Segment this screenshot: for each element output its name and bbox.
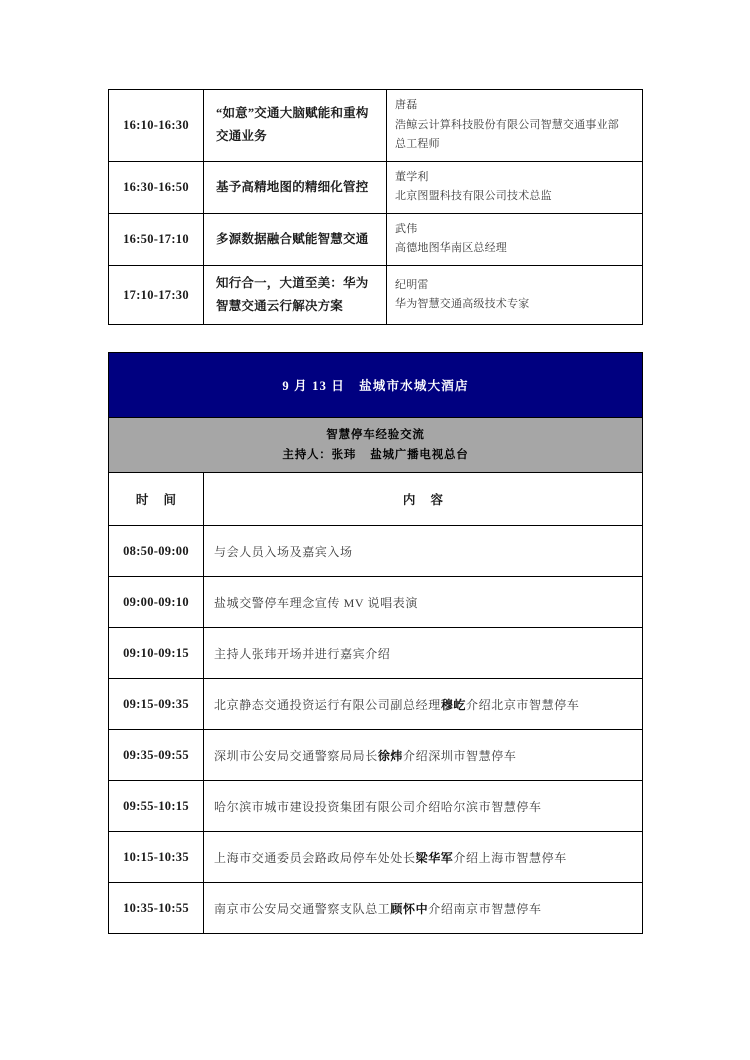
session-time: 17:10-17:30 xyxy=(109,266,204,325)
session-time: 10:35-10:55 xyxy=(109,883,204,934)
content-highlight: 穆屹 xyxy=(440,697,467,712)
table-row xyxy=(109,679,643,730)
session-content xyxy=(204,526,643,577)
session-host-line xyxy=(109,445,642,465)
session-time: 10:15-10:35 xyxy=(109,832,204,883)
content-after: 介绍北京市智慧停车 xyxy=(466,697,580,712)
content-highlight: 顾怀中 xyxy=(390,901,429,916)
content-after: 介绍深圳市智慧停车 xyxy=(403,748,517,763)
session-time: 09:15-09:35 xyxy=(109,679,204,730)
table-row xyxy=(109,90,643,162)
session-time: 09:35-09:55 xyxy=(109,730,204,781)
table-banner-row xyxy=(109,353,643,418)
host-label: 主持人：张玮 xyxy=(282,449,357,461)
date-venue-banner xyxy=(109,353,643,418)
table-subheader-row xyxy=(109,418,643,473)
speaker-name: 纪明雷 xyxy=(395,278,429,291)
content-before: 上海市交通委员会路政局停车处处长 xyxy=(214,850,416,865)
content-before: 盐城交警停车理念宣传 MV 说唱表演 xyxy=(214,595,418,610)
session-time: 16:50-17:10 xyxy=(109,213,204,265)
host-org: 盐城广播电视总台 xyxy=(370,449,469,461)
agenda-table-sep13 xyxy=(108,352,643,934)
content-before: 主持人张玮开场并进行嘉宾介绍 xyxy=(214,646,391,661)
session-topic: 基予高精地图的精细化管控 xyxy=(204,161,387,213)
session-time: 09:10-09:15 xyxy=(109,628,204,679)
session-time: 09:00-09:10 xyxy=(109,577,204,628)
speaker-org-line-1: 高德地图华南区总经理 xyxy=(395,242,507,255)
content-highlight: 梁华军 xyxy=(415,850,454,865)
session-topic: 多源数据融合赋能智慧交通 xyxy=(204,213,387,265)
session-content xyxy=(204,730,643,781)
table-row xyxy=(109,628,643,679)
content-highlight: 徐炜 xyxy=(377,748,404,763)
content-before: 深圳市公安局交通警察局局长 xyxy=(214,748,378,763)
session-content xyxy=(204,883,643,934)
column-header-time: 时 间 xyxy=(109,473,204,526)
content-after: 介绍南京市智慧停车 xyxy=(428,901,542,916)
session-speaker xyxy=(387,266,643,325)
table-row xyxy=(109,213,643,265)
table-row xyxy=(109,526,643,577)
session-topic: 知行合一，大道至美：华为智慧交通云行解决方案 xyxy=(204,266,387,325)
session-time: 09:55-10:15 xyxy=(109,781,204,832)
session-content xyxy=(204,781,643,832)
table-row xyxy=(109,781,643,832)
table-column-header-row xyxy=(109,473,643,526)
content-before: 北京静态交通投资运行有限公司副总经理 xyxy=(214,697,441,712)
session-topic: “如意”交通大脑赋能和重构交通业务 xyxy=(204,90,387,162)
session-time: 08:50-09:00 xyxy=(109,526,204,577)
session-content xyxy=(204,832,643,883)
session-speaker xyxy=(387,161,643,213)
session-time: 16:30-16:50 xyxy=(109,161,204,213)
speaker-org-line-1: 华为智慧交通高级技术专家 xyxy=(395,298,530,311)
agenda-table-previous-session xyxy=(108,89,643,325)
session-title: 智慧停车经验交流 xyxy=(326,428,425,441)
speaker-name: 武伟 xyxy=(395,222,418,235)
speaker-org-line-2: 总工程师 xyxy=(395,138,440,151)
table-row xyxy=(109,730,643,781)
banner-date: 9 月 13 日 xyxy=(282,379,346,393)
column-header-content: 内 容 xyxy=(204,473,643,526)
content-before: 与会人员入场及嘉宾入场 xyxy=(214,544,353,559)
session-content xyxy=(204,577,643,628)
speaker-org-line-1: 北京图盟科技有限公司技术总监 xyxy=(395,190,552,203)
table-row xyxy=(109,266,643,325)
content-after: 介绍上海市智慧停车 xyxy=(453,850,567,865)
session-subheader xyxy=(109,418,643,473)
content-before: 哈尔滨市城市建设投资集团有限公司介绍哈尔滨市智慧停车 xyxy=(214,799,542,814)
table-row xyxy=(109,883,643,934)
session-speaker xyxy=(387,90,643,162)
session-content xyxy=(204,679,643,730)
table-row xyxy=(109,161,643,213)
table-row xyxy=(109,577,643,628)
speaker-name: 董学利 xyxy=(395,170,429,183)
speaker-org-line-1: 浩鲸云计算科技股份有限公司智慧交通事业部 xyxy=(395,118,619,131)
speaker-name: 唐磊 xyxy=(395,99,418,111)
banner-venue: 盐城市水城大酒店 xyxy=(359,379,469,393)
content-before: 南京市公安局交通警察支队总工 xyxy=(214,901,391,916)
session-time: 16:10-16:30 xyxy=(109,90,204,162)
table-row xyxy=(109,832,643,883)
session-content xyxy=(204,628,643,679)
session-speaker xyxy=(387,213,643,265)
